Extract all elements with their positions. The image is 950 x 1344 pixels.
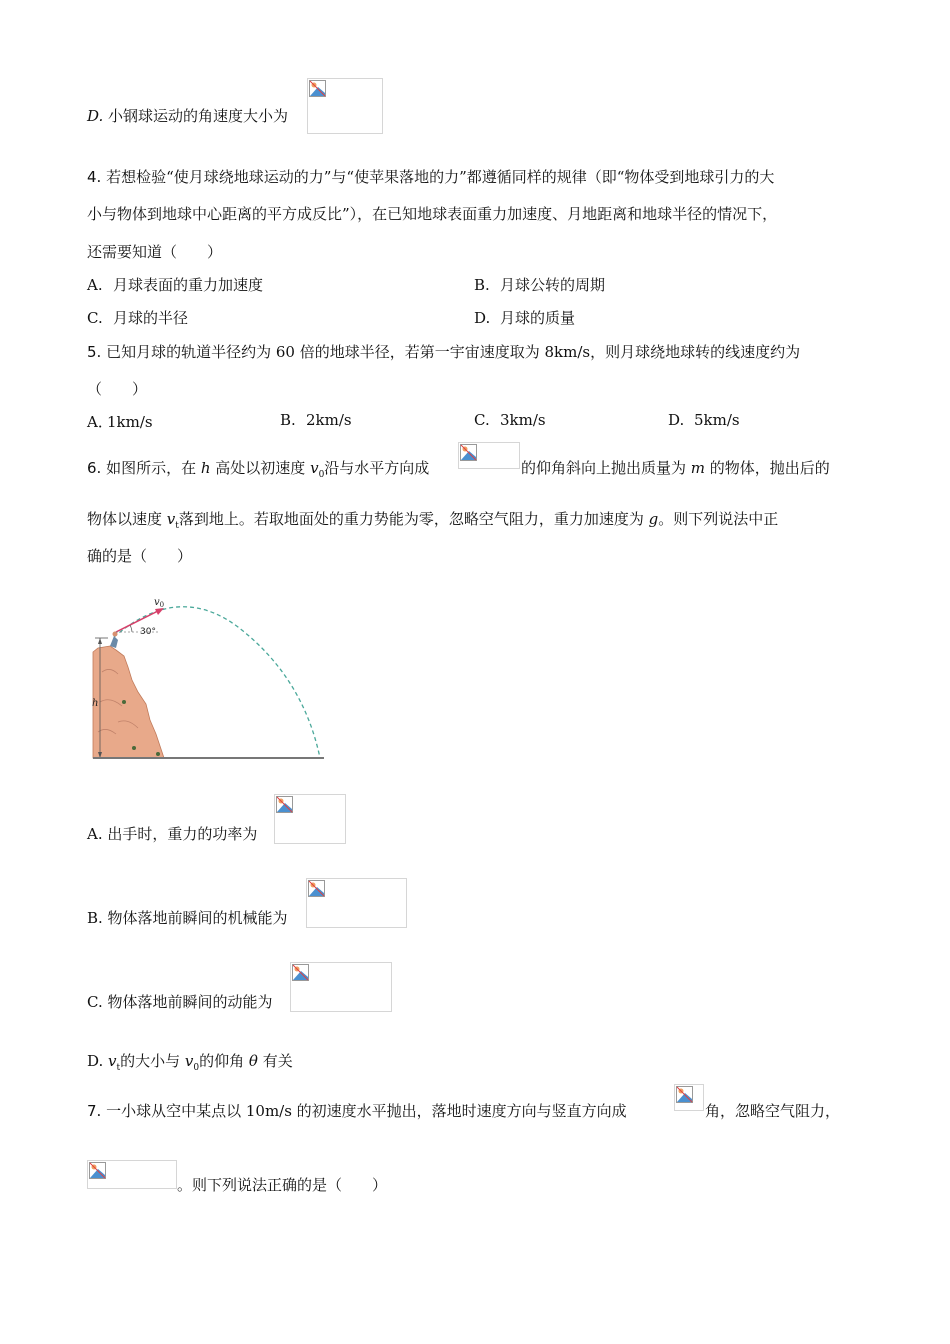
q7-line-1b: 角，忽略空气阻力，	[705, 1102, 841, 1120]
choice-text: 2km/s	[306, 411, 352, 429]
broken-image-icon	[676, 1086, 693, 1103]
q4-choice-d	[474, 307, 575, 328]
q6-vt-sub: t	[175, 521, 179, 531]
q3-option-d-label: D.	[87, 107, 104, 125]
q6-text: 有关	[257, 1052, 293, 1070]
q6-option-a: A. 出手时，重力的功率为	[87, 825, 258, 843]
q6-text: 的物体，抛出后的	[705, 459, 830, 477]
q6-theta-symbol: θ	[248, 1052, 258, 1070]
broken-image-icon	[308, 880, 325, 897]
formula-image-placeholder	[307, 78, 383, 134]
q4-line-1	[87, 166, 774, 187]
choice-label: A．	[87, 413, 113, 431]
q6-h-symbol: h	[200, 459, 211, 477]
q6-v0-sub: 0	[318, 470, 325, 480]
height-label: h	[92, 698, 99, 709]
q6-projectile-figure	[88, 592, 328, 768]
q3-option-d	[87, 105, 288, 126]
q6-v0-sub: 0	[193, 1063, 200, 1073]
q6-option-d	[87, 1050, 293, 1073]
q6-vt-symbol: v	[166, 510, 176, 528]
q6-line-1a	[87, 457, 429, 480]
thrower-figure	[110, 636, 118, 648]
q5-choice-d	[668, 411, 740, 429]
q4-choice-c	[87, 307, 188, 328]
choice-text: 月球的半径	[113, 309, 189, 327]
broken-image-icon	[309, 80, 326, 97]
choice-label: B.	[474, 276, 490, 294]
q6-v0-symbol: v	[310, 459, 319, 477]
q6-vt-sub: t	[116, 1063, 121, 1073]
choice-text: 月球公转的周期	[500, 276, 606, 294]
q4-choice-b	[474, 274, 605, 295]
q6-text: 的仰角	[199, 1052, 249, 1070]
q5-line-2: （ ）	[87, 380, 148, 398]
q6-text: . 如图所示，在	[96, 459, 201, 477]
q5-text-1: . 已知月球的轨道半径约为 60 倍的地球半径，若第一宇宙速度取为 8km/s，则月球绕地球转的线速度约为	[96, 343, 801, 361]
choice-text: 月球表面的重力加速度	[113, 276, 264, 294]
q6-text: 落到地上。若取地面处的重力势能为零，忽略空气阻力，重力加速度为	[178, 510, 649, 528]
choice-text: 1km/s	[107, 413, 153, 431]
q5-choice-a	[87, 411, 153, 432]
choice-text: 3km/s	[500, 411, 546, 429]
formula-image-placeholder	[290, 962, 392, 1012]
q7-number: 7	[87, 1102, 97, 1120]
formula-image-placeholder	[87, 1160, 177, 1189]
q7-line-2: 。则下列说法正确的是（ ）	[177, 1176, 388, 1194]
q6-g-symbol: g	[648, 510, 659, 528]
q3-option-d-text: 小钢球运动的角速度大小为	[108, 107, 289, 125]
q6-vt-symbol: v	[108, 1052, 117, 1070]
q6-text: 高处以初速度	[210, 459, 311, 477]
formula-image-placeholder	[274, 794, 346, 844]
broken-image-icon	[460, 444, 477, 461]
q4-line-3: 还需要知道（ ）	[87, 243, 223, 261]
q6-option-c: C. 物体落地前瞬间的动能为	[87, 993, 273, 1011]
q6-text: 沿与水平方向成	[324, 459, 430, 477]
q6-text: D.	[87, 1052, 109, 1070]
q7-line-1a	[87, 1100, 627, 1121]
broken-image-icon	[276, 796, 293, 813]
choice-label: D.	[474, 309, 491, 327]
q6-text: 物体以速度	[87, 510, 167, 528]
angle-label: 30°	[140, 627, 156, 637]
formula-image-placeholder	[674, 1084, 704, 1111]
q4-text-1: . 若想检验“使月球绕地球运动的力”与“使苹果落地的力”都遵循同样的规律（即“物体受到地球引力的大	[96, 168, 775, 186]
q4-line-2: 小与物体到地球中心距离的平方成反比”），在已知地球表面重力加速度、月地距离和地球半径的情况下，	[87, 205, 778, 223]
choice-label: C.	[87, 309, 103, 327]
q4-choice-a	[87, 274, 263, 295]
choice-text: 5km/s	[694, 411, 740, 429]
q6-text: 的仰角斜向上抛出质量为	[521, 459, 691, 477]
cliff	[93, 646, 164, 758]
q6-m-symbol: m	[690, 459, 706, 477]
q6-line-2	[87, 508, 778, 531]
broken-image-icon	[292, 964, 309, 981]
broken-image-icon	[89, 1162, 106, 1179]
choice-label: C.	[474, 411, 490, 429]
q7-text: . 一小球从空中某点以 10m/s 的初速度水平抛出，落地时速度方向与竖直方向成	[96, 1102, 627, 1120]
q5-line-1	[87, 341, 800, 362]
q6-text: 。则下列说法中正	[658, 510, 779, 528]
formula-image-placeholder	[458, 442, 520, 469]
choice-label: B.	[280, 411, 296, 429]
choice-label: D.	[668, 411, 685, 429]
q5-number: 5	[87, 343, 97, 361]
q6-number: 6	[87, 459, 97, 477]
formula-image-placeholder	[306, 878, 407, 928]
q4-number: 4	[87, 168, 97, 186]
v0-label: $v_0$	[154, 597, 165, 609]
q6-line-1b	[521, 457, 830, 478]
choice-label: A.	[87, 276, 103, 294]
q6-v0-symbol: v	[184, 1052, 194, 1070]
q6-text: 的大小与	[120, 1052, 185, 1070]
q6-option-b: B. 物体落地前瞬间的机械能为	[87, 909, 288, 927]
q5-choice-c	[474, 411, 546, 429]
choice-text: 月球的质量	[500, 309, 576, 327]
q5-choice-b	[280, 411, 352, 429]
q6-line-3: 确的是（ ）	[87, 547, 193, 565]
